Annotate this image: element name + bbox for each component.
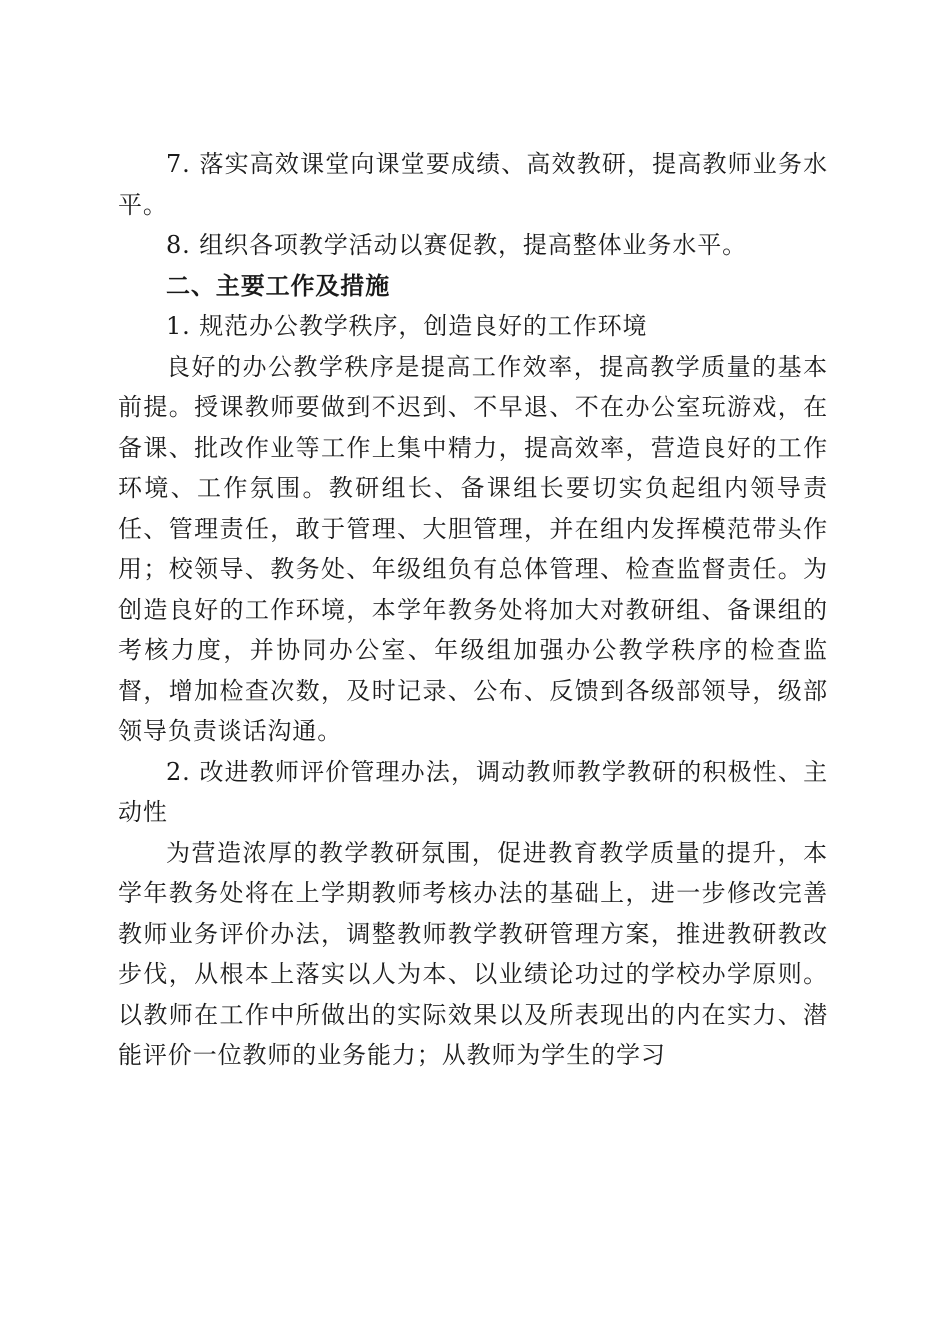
paragraph-item-8: 8. 组织各项教学活动以赛促教，提高整体业务水平。 [166,231,748,259]
paragraph-item-7: 7. 落实高效课堂向课堂要成绩、高效教研，提高教师业务水平。 [118,150,828,219]
body-paragraph-2: 为营造浓厚的教学教研氛围，促进教育教学质量的提升，本学年教务处将在上学期教师考核办法的基础上，进一步修改完善教师业务评价办法，调整教师教学教研管理方案，推进教研教改步伐，从根本上落实以人为本、以业绩论功过的学校办学原则。以教师在工作中所做出的实际效果以及所表现出的内在实力、潜能评价一位教师的业务能力；从教师为学生的学习 [118,838,828,1069]
body-paragraph-1: 良好的办公教学秩序是提高工作效率，提高教学质量的基本前提。授课教师要做到不迟到、不早退、不在办公室玩游戏，在备课、批改作业等工作上集中精力，提高效率，营造良好的工作环境、工作氛围。教研组长、备课组长要切实负起组内领导责任、管理责任，敢于管理、大胆管理，并在组内发挥模范带头作用；校领导、教务处、年级组负有总体管理、检查监督责任。为创造良好的工作环境，本学年教务处将加大对教研组、备课组的考核力度，并协同办公室、年级组加强办公教学秩序的检查监督，增加检查次数，及时记录、公布、反馈到各级部领导，级部领导负责谈话沟通。 [118,352,828,745]
subsection-title-1: 1. 规范办公教学秩序，创造良好的工作环境 [166,312,648,340]
document-body [118,144,828,1076]
section-heading: 二、主要工作及措施 [166,271,391,300]
subsection-title-2: 2. 改进教师评价管理办法，调动教师教学教研的积极性、主动性 [118,757,828,826]
